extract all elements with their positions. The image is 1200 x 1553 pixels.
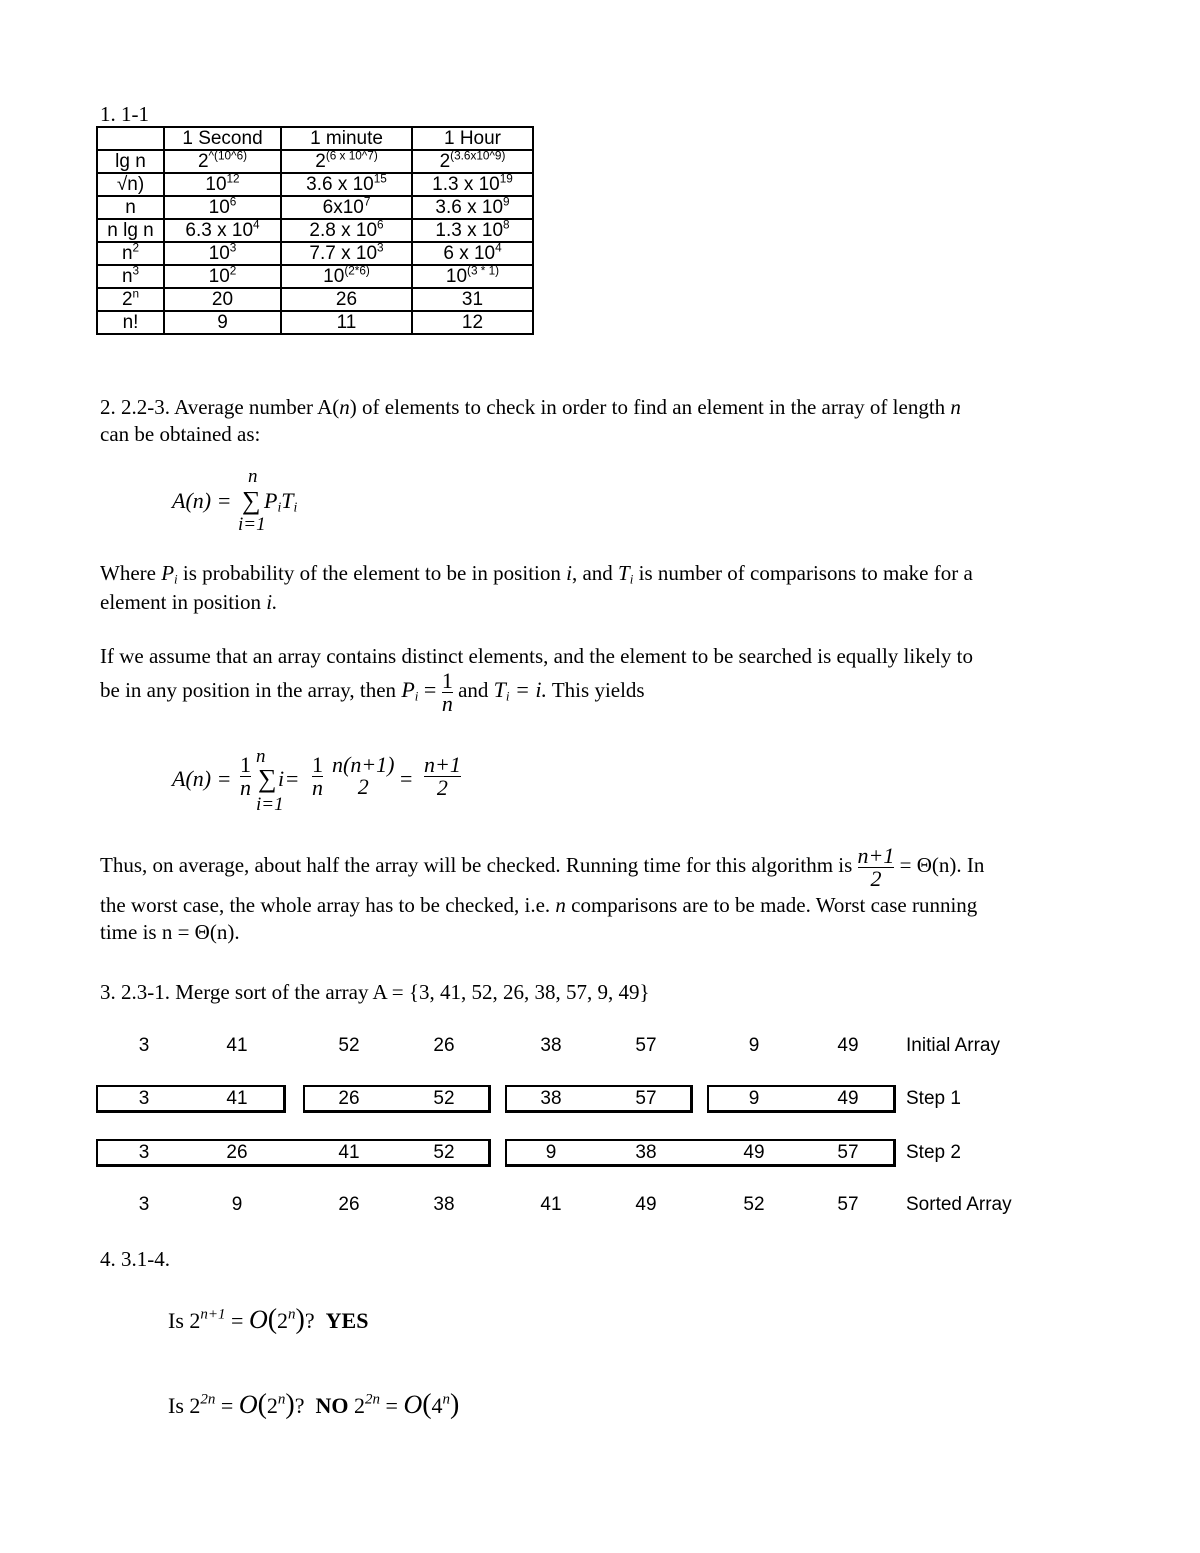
function-cell: $n^3$ [97, 265, 164, 288]
function-cell: n [97, 196, 164, 219]
array-element: 9 [545, 1142, 557, 1163]
array-element: 26 [226, 1142, 248, 1163]
table-row [97, 150, 533, 173]
array-element: 9 [231, 1194, 243, 1215]
array-element: 52 [338, 1035, 360, 1056]
eq2-frac4: $\frac{n+1}{2}$ [424, 752, 461, 800]
value-cell: $2^{\^{}(10\^{}6)}$ [164, 150, 281, 173]
table-row [97, 173, 533, 196]
q2-where-line1: Where $P_i$ is probability of the element to be in position i, and $T_i$ is number of comparisons to make for a [100, 561, 973, 587]
value-cell: $10^2$ [164, 265, 281, 288]
function-cell: 2$^n$ [97, 288, 164, 311]
value-cell: 6 x $10^4$ [412, 242, 533, 265]
array-element: 49 [635, 1194, 657, 1215]
eq2-sum-bottom: i=1 [256, 794, 284, 815]
array-element: 9 [748, 1035, 760, 1056]
array-element: 38 [540, 1035, 562, 1056]
table-row [97, 265, 533, 288]
merge-step-row [96, 1139, 961, 1167]
eq2-equals2: = [400, 766, 413, 791]
array-element: 49 [837, 1035, 859, 1056]
value-cell: 3.6 x $10^{15}$ [281, 173, 412, 196]
eq1-lhs: A(n) = [172, 488, 232, 513]
q1-label: 1. 1-1 [100, 102, 149, 126]
q2-intro-n: n [339, 395, 350, 419]
value-cell: 31 [412, 288, 533, 311]
value-cell: $6x10^7$ [281, 196, 412, 219]
q2-assume-line1: If we assume that an array contains distinct elements, and the element to be searched is equally likely to [100, 644, 973, 668]
header-cell: 1 Second [164, 127, 281, 150]
array-element: 38 [433, 1194, 455, 1215]
array-element: 26 [433, 1035, 455, 1056]
equation-2 [172, 746, 492, 836]
function-cell: √n) [97, 173, 164, 196]
array-element: 49 [837, 1088, 859, 1109]
eq2-sum-term: i [278, 766, 285, 791]
table-row [97, 196, 533, 219]
array-element: 38 [540, 1088, 562, 1109]
array-element: 9 [748, 1088, 760, 1109]
eq2-frac1: $\frac{1}{n}$ [240, 752, 251, 800]
value-cell: 11 [281, 311, 412, 334]
function-cell: lg n [97, 150, 164, 173]
q2-where-line2: element in position i. [100, 590, 278, 614]
array-element: 41 [338, 1142, 360, 1163]
value-cell: 1.3 x $10^{19}$ [412, 173, 533, 196]
merge-step-row [96, 1032, 1000, 1060]
value-cell: $10^{12}$ [164, 173, 281, 196]
value-cell: $2^{(3.6x10\^{}9)}$ [412, 150, 533, 173]
function-cell: n lg n [97, 219, 164, 242]
value-cell: 2.8 x $10^6$ [281, 219, 412, 242]
array-element: 3 [138, 1088, 150, 1109]
array-element: 57 [837, 1142, 859, 1163]
array-element: 41 [226, 1035, 248, 1056]
value-cell: $10^3$ [164, 242, 281, 265]
value-cell: 26 [281, 288, 412, 311]
eq2-frac2: $\frac{1}{n}$ [312, 752, 323, 800]
array-element: 57 [635, 1088, 657, 1109]
value-cell: 3.6 x $10^9$ [412, 196, 533, 219]
array-element: 3 [138, 1142, 150, 1163]
eq1-sum-top: n [248, 466, 258, 487]
function-cell: $n^2$ [97, 242, 164, 265]
q2-worst-line3: time is n = Θ(n). [100, 920, 240, 944]
value-cell: $2^{(6 x 10\^{}7)}$ [281, 150, 412, 173]
value-cell: $10^{(2*6)}$ [281, 265, 412, 288]
value-cell: $10^{(3 * 1)}$ [412, 265, 533, 288]
q4-line1: Is $2^{n+1} = O(2^n)$? YES [168, 1304, 369, 1335]
table-row [97, 242, 533, 265]
eq2-lhs: A(n) = [172, 766, 232, 791]
fraction-1-over-n: $\frac{1}{n}$ [441, 667, 453, 716]
value-cell: 12 [412, 311, 533, 334]
array-element: 41 [226, 1088, 248, 1109]
array-element: 52 [433, 1088, 455, 1109]
array-element: 57 [837, 1194, 859, 1215]
array-element: 26 [338, 1194, 360, 1215]
table-row [97, 311, 533, 334]
step-label: Step 2 [906, 1142, 961, 1163]
eq1-sum-bottom: i=1 [238, 514, 266, 535]
array-element: 52 [743, 1194, 765, 1215]
q2-intro-text: 2. 2.2-3. Average number A( [100, 395, 340, 419]
merge-step-row [96, 1085, 961, 1113]
header-cell: 1 minute [281, 127, 412, 150]
eq2-equals: = [286, 766, 299, 791]
merge-step-row [96, 1191, 1012, 1219]
array-element: 41 [540, 1194, 562, 1215]
value-cell: 6.3 x $10^4$ [164, 219, 281, 242]
eq2-frac3: n(n+1) 2 [332, 752, 395, 799]
array-element: 49 [743, 1142, 765, 1163]
q2-thus-line1: Thus, on average, about half the array will be checked. Running time for this algorithm is $\frac{n+1}{2}$ = Θ(n). In [100, 842, 985, 891]
q2-assume-line2: be in any position in the array, then $P_i$ = $\frac{1}{n}$ and $T_i = i$. This yields [100, 667, 645, 716]
step-label: Initial Array [906, 1035, 1000, 1056]
step-label: Step 1 [906, 1088, 961, 1109]
array-element: 38 [635, 1142, 657, 1163]
eq1-term: $P_iT_i$ [264, 488, 298, 515]
eq2-sum-top: n [256, 746, 266, 767]
eq2-sum-symbol: ∑ [258, 764, 277, 793]
eq1-sum-symbol: ∑ [242, 486, 261, 515]
value-cell: 9 [164, 311, 281, 334]
function-cell: n! [97, 311, 164, 334]
q4-label: 4. 3.1-4. [100, 1247, 170, 1271]
array-element: 26 [338, 1088, 360, 1109]
fraction-n-plus-1-over-2: $\frac{n+1}{2}$ [857, 842, 895, 891]
q2-intro-n2: n [950, 395, 961, 419]
table-row [97, 288, 533, 311]
value-cell: 20 [164, 288, 281, 311]
q3-intro: 3. 2.3-1. Merge sort of the array A = {3, 41, 52, 26, 38, 57, 9, 49} [100, 980, 650, 1004]
value-cell: $10^6$ [164, 196, 281, 219]
array-element: 3 [138, 1194, 150, 1215]
value-cell: 1.3 x $10^8$ [412, 219, 533, 242]
equation-1 [172, 466, 372, 546]
step-label: Sorted Array [906, 1194, 1012, 1215]
q2-intro-line2: can be obtained as: [100, 422, 261, 446]
q2-intro [100, 393, 961, 421]
table-row [97, 219, 533, 242]
value-cell: 7.7 x $10^3$ [281, 242, 412, 265]
q4-line2: Is $2^{2n} = O(2^n)$? NO $2^{2n} = O(4^n)$ [168, 1389, 460, 1420]
header-cell [97, 127, 164, 150]
table-header-row [97, 127, 533, 150]
array-element: 57 [635, 1035, 657, 1056]
array-element: 52 [433, 1142, 455, 1163]
q2-worst-line2: the worst case, the whole array has to be checked, i.e. n comparisons are to be made. Worst case running [100, 893, 978, 917]
array-element: 3 [138, 1035, 150, 1056]
growth-table [96, 126, 534, 335]
header-cell: 1 Hour [412, 127, 533, 150]
q2-intro-text-b: ) of elements to check in order to find an element in the array of length [349, 395, 951, 419]
